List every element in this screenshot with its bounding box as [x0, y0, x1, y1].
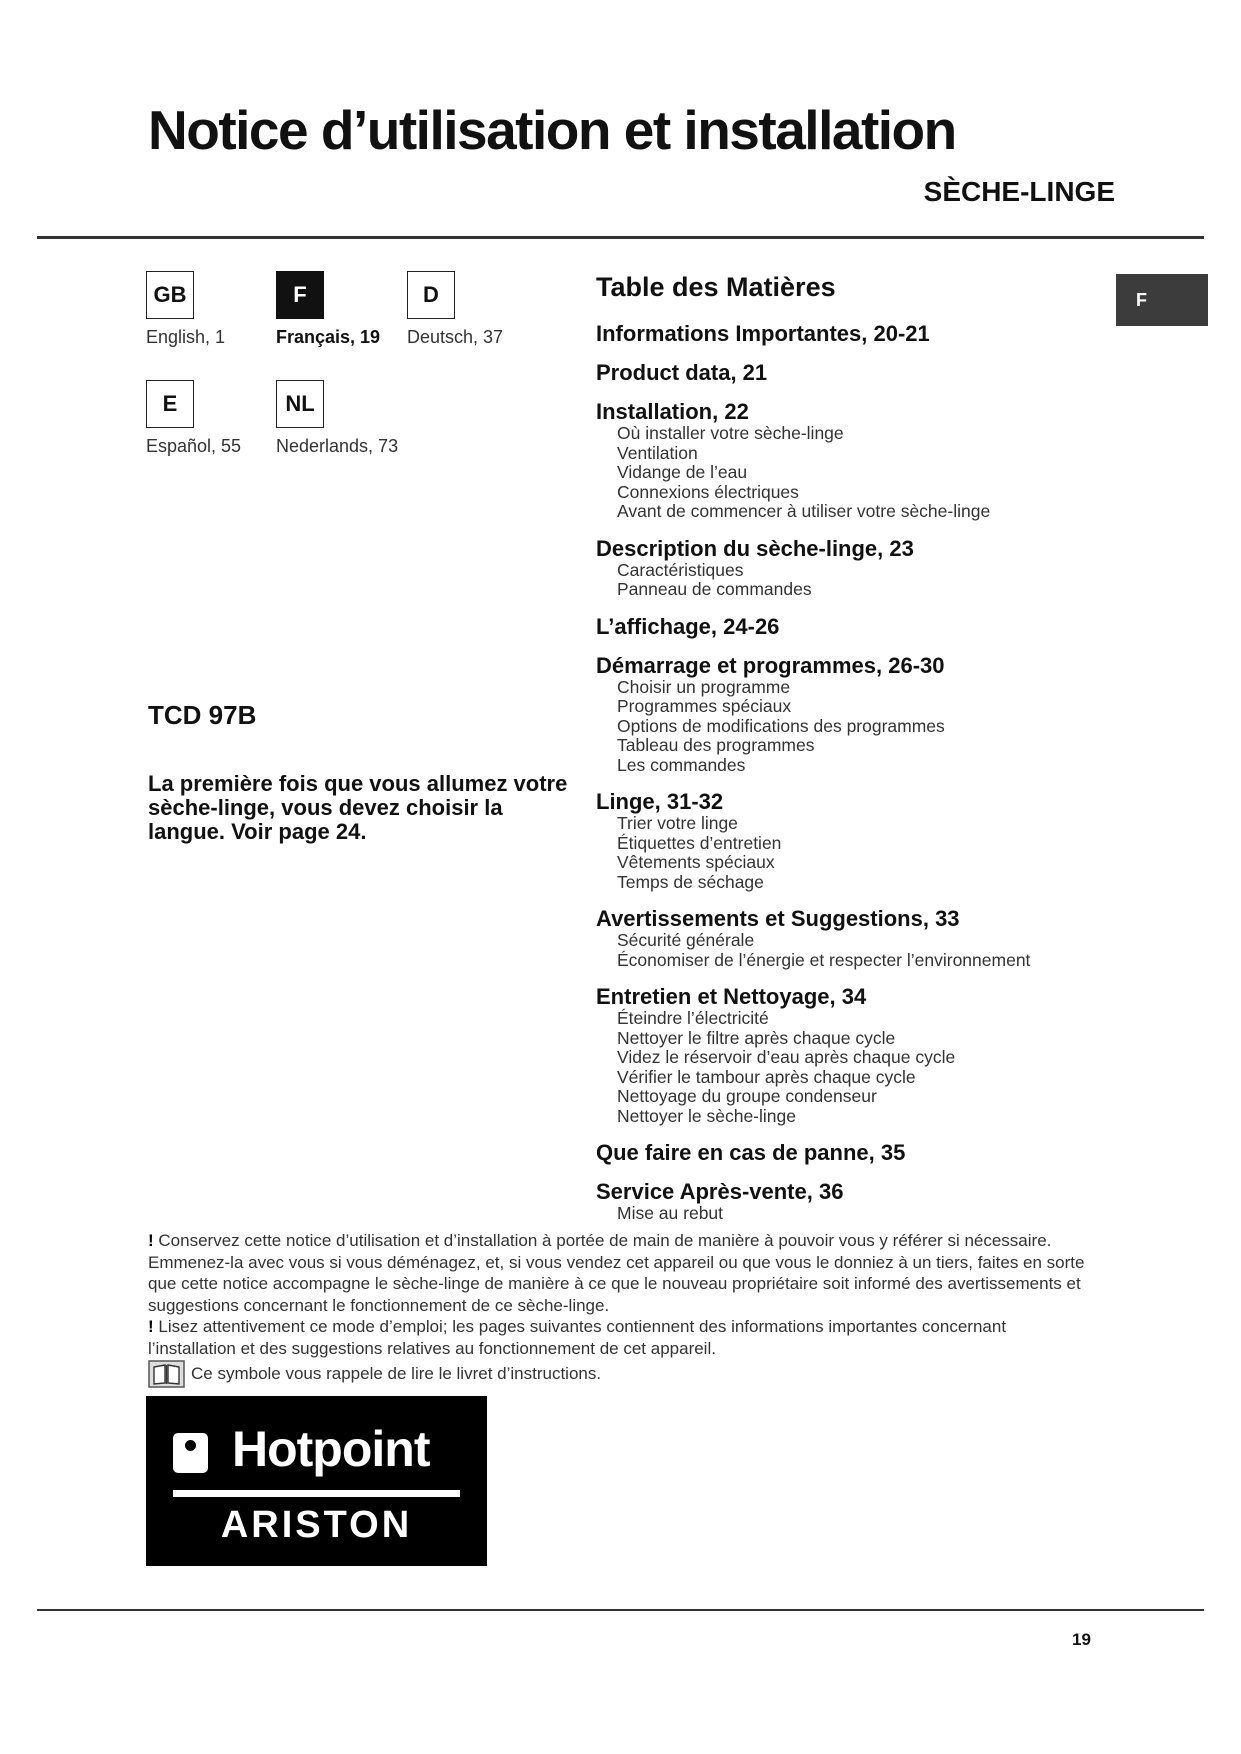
toc-section-title[interactable]: Que faire en cas de panne, 35: [596, 1140, 906, 1165]
logo-divider: [173, 1490, 460, 1497]
toc-section: [596, 360, 1096, 385]
product-type-label: SÈCHE-LINGE: [923, 176, 1115, 207]
book-icon: [148, 1360, 185, 1388]
language-side-tab: F: [1116, 274, 1208, 326]
important-notes: [148, 1230, 1098, 1359]
note-read-carefully: [148, 1316, 1098, 1359]
language-code-box: E: [146, 380, 194, 428]
language-f[interactable]: [276, 271, 380, 348]
toc-section: [596, 653, 1096, 776]
language-instruction: La première fois que vous allumez votre sèche-linge, vous devez choisir la langue. Voir page 24.: [148, 771, 568, 844]
toc-subitem: Trier votre linge: [617, 813, 738, 833]
toc-subitem: Sécurité générale: [617, 930, 755, 950]
toc-heading: Table des Matières: [596, 272, 836, 302]
toc-subitem: Connexions électriques: [617, 481, 799, 502]
language-e[interactable]: [146, 380, 241, 457]
toc-subitem: Caractéristiques: [617, 559, 744, 580]
toc-subitem: Nettoyage du groupe condenseur: [617, 1086, 877, 1106]
toc-section: [596, 906, 1096, 970]
language-code-box-active: F: [276, 271, 324, 319]
document-title: Notice d’utilisation et installation: [148, 99, 956, 161]
toc-section-title[interactable]: Avertissements et Suggestions, 33: [596, 906, 960, 931]
toc-subitem: Où installer votre sèche-linge: [617, 423, 844, 443]
toc-subitem: Avant de commencer à utiliser votre sèche-linge: [617, 501, 991, 521]
toc-section: [596, 536, 1096, 600]
logo-mark-icon: [173, 1433, 208, 1473]
warning-mark: !: [148, 1231, 154, 1250]
toc-section-title[interactable]: Service Après-vente, 36: [596, 1179, 844, 1204]
manual-symbol-note: [148, 1360, 601, 1388]
language-label: Nederlands, 73: [276, 436, 399, 456]
note-text: Lisez attentivement ce mode d’emploi; les pages suivantes contiennent des informations importantes concernant l’installation et des suggestions relatives au fonctionnement de cet appareil.: [148, 1317, 1007, 1358]
toc-subitem: Vérifier le tambour après chaque cycle: [617, 1066, 916, 1087]
page-number: 19: [1072, 1630, 1091, 1649]
logo-sub-text: ARISTON: [220, 1504, 413, 1546]
toc-section-title[interactable]: Informations Importantes, 20-21: [596, 321, 930, 346]
toc-subitem: Choisir un programme: [617, 676, 791, 697]
toc-subitem: Éteindre l’électricité: [617, 1008, 769, 1028]
language-code-box: D: [407, 271, 455, 319]
toc-section-title[interactable]: Démarrage et programmes, 26-30: [596, 652, 945, 678]
toc-section: [596, 321, 1096, 346]
toc-section: [596, 789, 1096, 892]
toc-subitem: Options de modifications des programmes: [617, 715, 945, 736]
toc-subitem: Programmes spéciaux: [617, 696, 792, 716]
logo-brand-text: Hotpoint: [232, 1421, 430, 1477]
toc-section-title[interactable]: L’affichage, 24-26: [596, 613, 780, 639]
model-number: TCD 97B: [148, 700, 257, 730]
toc-subitem: Panneau de commandes: [617, 579, 812, 599]
top-divider: [37, 236, 1204, 239]
toc-section: [596, 1179, 1096, 1224]
toc-subitem: Ventilation: [617, 442, 698, 463]
toc-subitem: Nettoyer le sèche-linge: [617, 1105, 796, 1126]
language-code-box: NL: [276, 380, 324, 428]
toc-section-title[interactable]: Installation, 22: [596, 399, 749, 424]
note-keep-manual: [148, 1230, 1098, 1316]
toc-subitem: Mise au rebut: [617, 1203, 724, 1223]
language-code-box: GB: [146, 271, 194, 319]
toc-section: [596, 984, 1096, 1126]
language-d[interactable]: [407, 271, 503, 348]
language-label: English, 1: [146, 327, 226, 347]
toc-subitem: Vêtements spéciaux: [617, 852, 775, 872]
toc-subitem: Vidange de l’eau: [617, 462, 748, 482]
toc-section-title[interactable]: Description du sèche-linge, 23: [596, 535, 914, 561]
toc-subitem: Videz le réservoir d’eau après chaque cycle: [617, 1047, 956, 1067]
language-nl[interactable]: [276, 380, 398, 457]
language-label: Español, 55: [146, 436, 242, 456]
warning-mark: !: [148, 1317, 154, 1336]
toc-section-title[interactable]: Linge, 31-32: [596, 789, 724, 814]
language-label-active: Français, 19: [276, 327, 381, 347]
toc-section: [596, 1140, 1096, 1165]
toc-subitem: Temps de séchage: [617, 871, 764, 892]
toc-section: [596, 399, 1096, 522]
toc-section-title[interactable]: Product data, 21: [596, 360, 768, 385]
language-gb[interactable]: [146, 271, 225, 348]
toc-section-title[interactable]: Entretien et Nettoyage, 34: [596, 984, 867, 1009]
toc-subitem: Nettoyer le filtre après chaque cycle: [617, 1027, 896, 1048]
language-label: Deutsch, 37: [407, 327, 504, 347]
bottom-divider: [37, 1609, 1204, 1611]
note-text: Conservez cette notice d’utilisation et d’installation à portée de main de manière à pouvoir vous y référer si nécessaire. Emmenez-la avec vous si vous déménagez, et, si vous vendez cet appareil ou que vous le donniez à un tiers, faites en sorte que cette notice accompagne le sèche-linge de manière à ce que le nouveau propriétaire soit informé des avertissements et suggestions concernant le fonctionnement de ce sèche-linge.: [148, 1231, 1085, 1315]
toc-section: [596, 614, 1096, 639]
toc-subitem: Économiser de l’énergie et respecter l’environnement: [617, 949, 1031, 970]
toc-subitem: Les commandes: [617, 754, 746, 775]
hotpoint-ariston-logo: [146, 1396, 487, 1566]
toc-subitem: Étiquettes d’entretien: [617, 832, 782, 853]
symbol-explanation: Ce symbole vous rappele de lire le livret d’instructions.: [191, 1364, 602, 1383]
table-of-contents: [596, 321, 1096, 1238]
toc-subitem: Tableau des programmes: [617, 735, 815, 755]
